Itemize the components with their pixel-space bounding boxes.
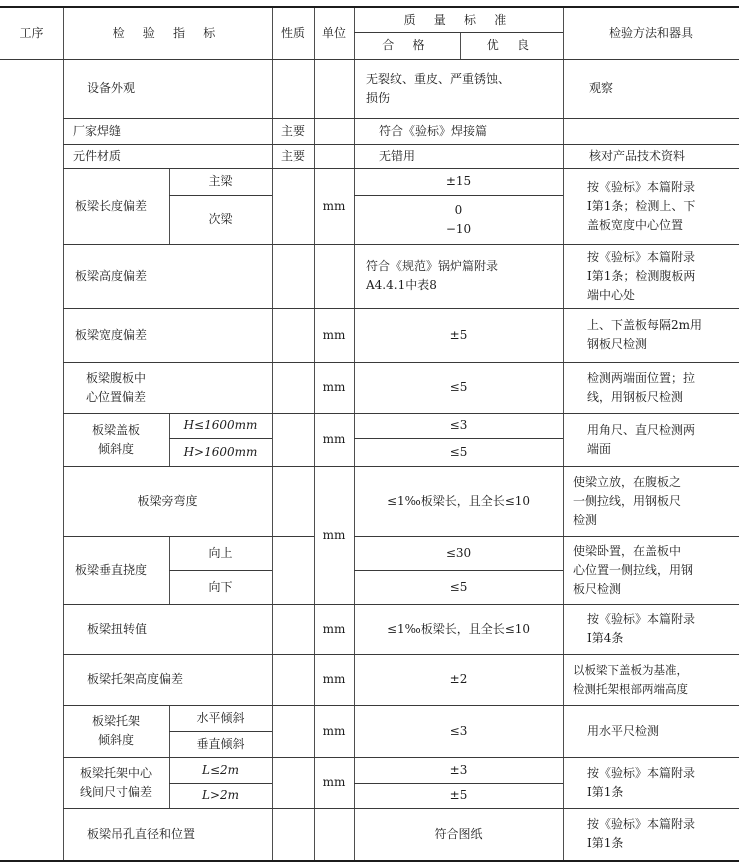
standard-appearance: 无裂纹、重皮、严重锈蚀、 损伤 xyxy=(366,71,511,105)
sub-deflection-down: 向下 xyxy=(208,579,233,594)
standard-web-center: ≤5 xyxy=(449,380,468,394)
unit-web-center: mm xyxy=(322,380,346,394)
unit-cover-tilt: mm xyxy=(322,432,346,446)
unit-bracket-tilt: mm xyxy=(322,723,346,738)
header-unit: 单位 xyxy=(321,26,346,40)
method-material: 核对产品技术资料 xyxy=(589,148,686,163)
sub-secondary-beam: 次梁 xyxy=(208,212,233,226)
standard-length-secondary: 0 −10 xyxy=(445,202,472,236)
sub-cover-tilt-low: H≤1600mm xyxy=(183,418,258,432)
method-bracket-tilt: 用水平尺检测 xyxy=(587,723,660,738)
item-bracket-spacing: 板梁托架中心 线间尺寸偏差 xyxy=(79,765,152,799)
standard-bracket-spacing-low: ±3 xyxy=(449,762,468,777)
method-bracket-spacing: 按《验标》本篇附录 Ⅰ第1条 xyxy=(587,765,696,799)
sub-bracket-spacing-low: L≤2m xyxy=(201,762,240,777)
item-side-bend: 板梁旁弯度 xyxy=(137,493,198,508)
unit-bracket-height: mm xyxy=(322,672,346,686)
header-quality-standard: 质 量 标 准 xyxy=(403,12,514,27)
unit-bend: mm xyxy=(322,527,346,542)
standard-material: 无错用 xyxy=(379,148,416,163)
unit-width: mm xyxy=(322,327,346,342)
item-bracket-tilt: 板梁托架 倾斜度 xyxy=(91,714,140,747)
standard-length-main: ±15 xyxy=(445,174,472,188)
item-vertical-deflection: 板梁垂直挠度 xyxy=(75,562,148,577)
method-height: 按《验标》本篇附录 Ⅰ第1条；检测腹板两 端中心处 xyxy=(587,249,696,302)
nature-material: 主要 xyxy=(280,148,305,163)
standard-deflection-up: ≤30 xyxy=(445,545,472,560)
header-qualified: 合 格 xyxy=(382,38,432,52)
item-hanger-hole: 板梁吊孔直径和位置 xyxy=(87,826,196,841)
standard-cover-tilt-high: ≤5 xyxy=(449,444,468,459)
standard-bracket-spacing-high: ±5 xyxy=(449,788,468,802)
item-cover-tilt: 板梁盖板 倾斜度 xyxy=(91,422,140,456)
unit-twist: mm xyxy=(322,621,346,636)
item-width: 板梁宽度偏差 xyxy=(75,327,148,342)
method-width: 上、下盖板每隔2m用 钢板尺检测 xyxy=(587,318,703,351)
item-web-center: 板梁腹板中 心位置偏差 xyxy=(85,370,146,404)
standard-weld: 符合《验标》焊接篇 xyxy=(379,123,488,138)
item-appearance: 设备外观 xyxy=(87,81,136,95)
standard-hanger-hole: 符合图纸 xyxy=(434,826,483,841)
item-material: 元件材质 xyxy=(73,148,122,163)
standard-bracket-height: ±2 xyxy=(449,672,468,686)
unit-length: mm xyxy=(322,198,346,213)
standard-cover-tilt-low: ≤3 xyxy=(449,418,468,432)
method-web-center: 检测两端面位置；拉 线，用钢板尺检测 xyxy=(587,370,696,404)
item-weld: 厂家焊缝 xyxy=(73,123,122,138)
header-nature: 性质 xyxy=(280,26,305,40)
sub-main-beam: 主梁 xyxy=(208,174,233,188)
header-process: 工序 xyxy=(19,26,44,40)
item-twist: 板梁扭转值 xyxy=(87,621,148,636)
method-vertical-deflection: 使梁卧置，在盖板中 心位置一侧拉线，用钢 板尺检测 xyxy=(573,543,694,596)
nature-weld: 主要 xyxy=(280,123,305,138)
item-bracket-height: 板梁托架高度偏差 xyxy=(87,672,184,686)
header-method: 检验方法和器具 xyxy=(608,26,693,40)
method-appearance: 观察 xyxy=(589,81,614,95)
sub-deflection-up: 向上 xyxy=(208,545,233,560)
inspection-standard-table xyxy=(0,6,739,862)
standard-bracket-tilt: ≤3 xyxy=(449,723,468,738)
standard-deflection-down: ≤5 xyxy=(449,579,468,594)
sub-bracket-tilt-vertical: 垂直倾斜 xyxy=(196,736,245,751)
header-excellent: 优 良 xyxy=(486,38,537,52)
standard-twist: ≤1‰板梁长，且全长≤10 xyxy=(386,621,531,636)
standard-width: ±5 xyxy=(449,327,468,342)
sub-bracket-spacing-high: L>2m xyxy=(201,788,240,802)
standard-height: 符合《规范》锅炉篇附录 A4.4.1中表8 xyxy=(366,259,499,292)
method-length: 按《验标》本篇附录 Ⅰ第1条；检测上、下 盖板宽度中心位置 xyxy=(587,179,696,232)
method-twist: 按《验标》本篇附录 Ⅰ第4条 xyxy=(587,612,696,645)
sub-bracket-tilt-horizontal: 水平倾斜 xyxy=(196,710,245,725)
header-item: 检 验 指 标 xyxy=(112,26,223,40)
unit-bracket-spacing: mm xyxy=(322,775,346,789)
method-cover-tilt: 用角尺、直尺检测两 端面 xyxy=(587,422,696,456)
method-side-bend: 使梁立放，在腹板之 一侧拉线，用钢板尺 检测 xyxy=(573,474,682,527)
sub-cover-tilt-high: H>1600mm xyxy=(183,444,258,459)
standard-side-bend: ≤1‰板梁长，且全长≤10 xyxy=(386,493,531,508)
method-hanger-hole: 按《验标》本篇附录 Ⅰ第1条 xyxy=(587,817,696,850)
method-bracket-height: 以板梁下盖板为基准， 检测托架根部两端高度 xyxy=(573,662,688,696)
item-height: 板梁高度偏差 xyxy=(75,268,148,283)
item-length: 板梁长度偏差 xyxy=(75,198,148,213)
